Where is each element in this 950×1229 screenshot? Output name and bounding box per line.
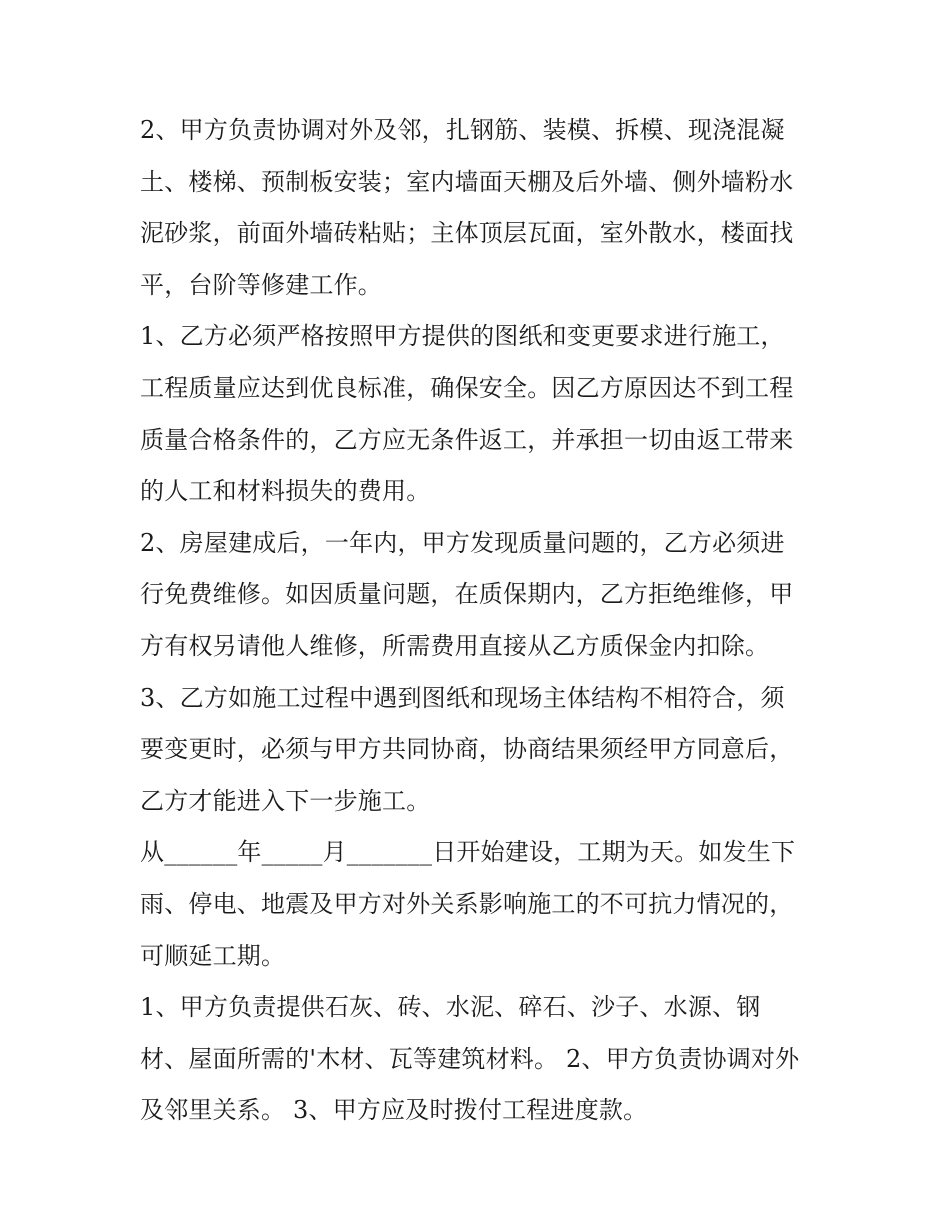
- text-line: 材、屋面所需的'木材、瓦等建筑材料。 2、甲方负责协调对外: [140, 1044, 800, 1073]
- text-line: 平，台阶等修建工作。: [140, 270, 382, 299]
- text-line: 工程质量应达到优良标准，确保安全。因乙方原因达不到工程: [140, 373, 794, 402]
- text-line: 1、乙方必须严格按照甲方提供的图纸和变更要求进行施工，: [140, 322, 785, 351]
- paragraph-construction-period: [140, 827, 820, 982]
- text-line: 从______年_____月_______日开始建设，工期为天。如发生下: [140, 838, 796, 867]
- text-line: 泥砂浆，前面外墙砖粘贴；主体顶层瓦面，室外散水，楼面找: [140, 219, 794, 248]
- text-line: 质量合格条件的，乙方应无条件返工，并承担一切由返工带来: [140, 425, 794, 454]
- text-line: 及邻里关系。 3、甲方应及时拨付工程进度款。: [140, 1096, 648, 1125]
- text-line: 可顺延工期。: [140, 941, 286, 970]
- text-line: 乙方才能进入下一步施工。: [140, 786, 431, 815]
- text-line: 方有权另请他人维修，所需费用直接从乙方质保金内扣除。: [140, 631, 770, 660]
- text-line: 要变更时，必须与甲方共同协商，协商结果须经甲方同意后，: [140, 735, 794, 764]
- text-line: 2、甲方负责协调对外及邻，扎钢筋、装模、拆模、现浇混凝: [140, 116, 785, 144]
- text-line: 2、房屋建成后，一年内，甲方发现质量问题的，乙方必须进: [140, 528, 785, 557]
- paragraph-warranty: [140, 518, 820, 673]
- paragraph-responsibilities-party-a: [140, 105, 820, 311]
- paragraph-materials-supply: [140, 982, 820, 1137]
- text-line: 的人工和材料损失的费用。: [140, 477, 431, 506]
- text-line: 1、甲方负责提供石灰、砖、水泥、碎石、沙子、水源、钢: [140, 993, 761, 1022]
- text-line: 土、楼梯、预制板安装；室内墙面天棚及后外墙、侧外墙粉水: [140, 167, 794, 196]
- text-line: 行免费维修。如因质量问题，在质保期内，乙方拒绝维修，甲: [140, 580, 794, 609]
- text-line: 雨、停电、地震及甲方对外关系影响施工的不可抗力情况的，: [140, 889, 794, 918]
- paragraph-design-change: [140, 673, 820, 828]
- document-body: [140, 105, 820, 1137]
- paragraph-quality-standard: [140, 311, 820, 517]
- text-line: 3、乙方如施工过程中遇到图纸和现场主体结构不相符合，须: [140, 683, 785, 712]
